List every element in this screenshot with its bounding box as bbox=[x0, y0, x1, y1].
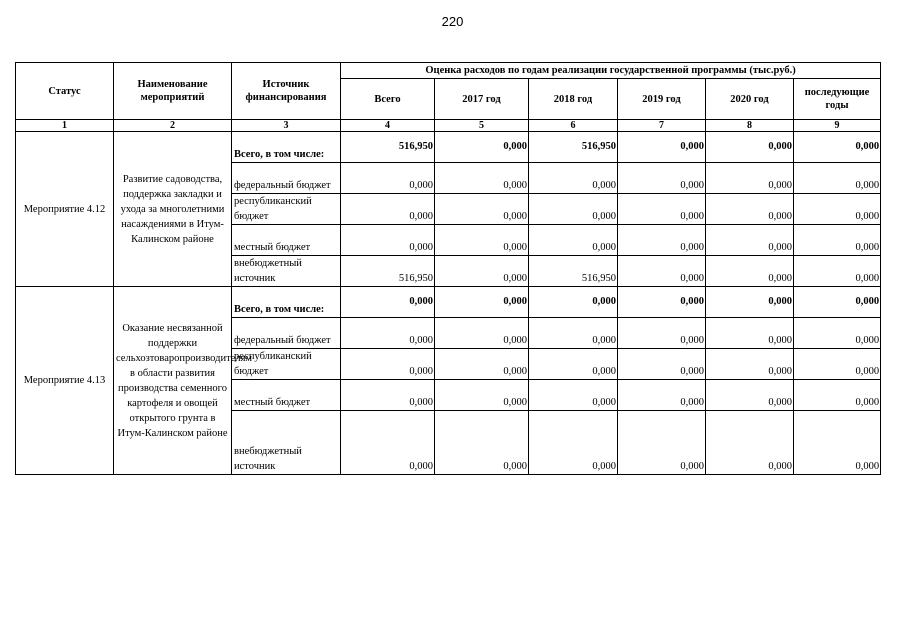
value-cell: 0,000 bbox=[706, 318, 794, 349]
page-number: 220 bbox=[441, 14, 464, 29]
value-cell: 0,000 bbox=[618, 256, 706, 287]
value-cell: 0,000 bbox=[435, 349, 529, 380]
value-cell: 0,000 bbox=[706, 163, 794, 194]
value-cell: 0,000 bbox=[618, 163, 706, 194]
value-cell: 0,000 bbox=[435, 225, 529, 256]
value-cell: 0,000 bbox=[706, 132, 794, 163]
value-cell: 0,000 bbox=[435, 318, 529, 349]
column-number: 9 bbox=[794, 120, 881, 132]
value-cell: 516,950 bbox=[341, 132, 435, 163]
event-4-12-group bbox=[16, 132, 881, 287]
funding-source-cell: федеральный бюджет bbox=[232, 318, 341, 349]
value-cell: 0,000 bbox=[618, 380, 706, 411]
funding-source-cell: местный бюджет bbox=[232, 225, 341, 256]
value-cell: 0,000 bbox=[706, 256, 794, 287]
value-cell: 0,000 bbox=[794, 256, 881, 287]
funding-source-cell: республиканский бюджет bbox=[232, 349, 341, 380]
value-cell: 0,000 bbox=[341, 225, 435, 256]
column-number: 4 bbox=[341, 120, 435, 132]
column-number: 3 bbox=[232, 120, 341, 132]
value-cell: 0,000 bbox=[794, 287, 881, 318]
value-cell: 0,000 bbox=[529, 411, 618, 475]
header-status: Статус bbox=[16, 63, 114, 120]
value-cell: 0,000 bbox=[618, 349, 706, 380]
value-cell: 0,000 bbox=[706, 194, 794, 225]
value-cell: 0,000 bbox=[341, 163, 435, 194]
value-cell: 0,000 bbox=[706, 225, 794, 256]
event-status: Мероприятие 4.13 bbox=[16, 287, 114, 475]
value-cell: 0,000 bbox=[341, 318, 435, 349]
value-cell: 0,000 bbox=[341, 194, 435, 225]
event-name: Развитие садоводства, поддержка закладки и ухода за многолетними насаждениями в Итум-Калинском районе bbox=[114, 132, 232, 287]
value-cell: 0,000 bbox=[529, 287, 618, 318]
header-estimate-caption: Оценка расходов по годам реализации государственной программы (тыс.руб.) bbox=[341, 63, 881, 79]
event-status: Мероприятие 4.12 bbox=[16, 132, 114, 287]
funding-source-cell: республиканский бюджет bbox=[232, 194, 341, 225]
value-cell: 0,000 bbox=[794, 349, 881, 380]
table-row bbox=[16, 287, 881, 318]
event-name: Оказание несвязанной поддержки сельхозтоваропроизводителям в области развития производства семенного картофеля и овощей открытого грунта в Итум-Калинском районе bbox=[114, 287, 232, 475]
header-total: Всего bbox=[341, 79, 435, 120]
header-funding-source: Источник финансирования bbox=[232, 63, 341, 120]
value-cell: 0,000 bbox=[341, 411, 435, 475]
column-number: 1 bbox=[16, 120, 114, 132]
value-cell: 516,950 bbox=[529, 132, 618, 163]
column-number: 7 bbox=[618, 120, 706, 132]
budget-table bbox=[15, 62, 881, 475]
value-cell: 0,000 bbox=[794, 132, 881, 163]
column-numbers-row bbox=[16, 120, 881, 132]
value-cell: 0,000 bbox=[794, 380, 881, 411]
value-cell: 0,000 bbox=[529, 349, 618, 380]
value-cell: 0,000 bbox=[706, 349, 794, 380]
event-4-13-group bbox=[16, 287, 881, 475]
value-cell: 0,000 bbox=[529, 194, 618, 225]
header-later-years: последующие годы bbox=[794, 79, 881, 120]
value-cell: 0,000 bbox=[794, 225, 881, 256]
value-cell: 0,000 bbox=[529, 163, 618, 194]
header-2018: 2018 год bbox=[529, 79, 618, 120]
value-cell: 0,000 bbox=[618, 411, 706, 475]
header-2017: 2017 год bbox=[435, 79, 529, 120]
funding-source-cell: внебюджетный источник bbox=[232, 256, 341, 287]
value-cell: 0,000 bbox=[706, 287, 794, 318]
value-cell: 0,000 bbox=[529, 225, 618, 256]
table-row bbox=[16, 132, 881, 163]
value-cell: 0,000 bbox=[435, 194, 529, 225]
value-cell: 0,000 bbox=[706, 411, 794, 475]
value-cell: 0,000 bbox=[794, 163, 881, 194]
value-cell: 0,000 bbox=[341, 380, 435, 411]
value-cell: 0,000 bbox=[435, 380, 529, 411]
value-cell: 0,000 bbox=[529, 318, 618, 349]
value-cell: 0,000 bbox=[435, 163, 529, 194]
value-cell: 0,000 bbox=[435, 132, 529, 163]
table-header bbox=[16, 63, 881, 132]
funding-source-cell: местный бюджет bbox=[232, 380, 341, 411]
column-number: 6 bbox=[529, 120, 618, 132]
value-cell: 516,950 bbox=[529, 256, 618, 287]
value-cell: 0,000 bbox=[794, 411, 881, 475]
header-2020: 2020 год bbox=[706, 79, 794, 120]
funding-source-cell: Всего, в том числе: bbox=[232, 132, 341, 163]
funding-source-cell: федеральный бюджет bbox=[232, 163, 341, 194]
value-cell: 0,000 bbox=[529, 380, 618, 411]
header-2019: 2019 год bbox=[618, 79, 706, 120]
funding-source-cell: Всего, в том числе: bbox=[232, 287, 341, 318]
value-cell: 0,000 bbox=[618, 287, 706, 318]
column-number: 5 bbox=[435, 120, 529, 132]
value-cell: 0,000 bbox=[794, 194, 881, 225]
value-cell: 0,000 bbox=[618, 318, 706, 349]
value-cell: 0,000 bbox=[618, 132, 706, 163]
funding-source-cell: внебюджетный источник bbox=[232, 411, 341, 475]
value-cell: 0,000 bbox=[341, 349, 435, 380]
value-cell: 0,000 bbox=[341, 287, 435, 318]
column-number: 8 bbox=[706, 120, 794, 132]
column-number: 2 bbox=[114, 120, 232, 132]
value-cell: 0,000 bbox=[706, 380, 794, 411]
value-cell: 0,000 bbox=[435, 411, 529, 475]
value-cell: 0,000 bbox=[618, 194, 706, 225]
header-event-name: Наименование мероприятий bbox=[114, 63, 232, 120]
value-cell: 0,000 bbox=[618, 225, 706, 256]
value-cell: 0,000 bbox=[435, 256, 529, 287]
value-cell: 0,000 bbox=[794, 318, 881, 349]
value-cell: 516,950 bbox=[341, 256, 435, 287]
value-cell: 0,000 bbox=[435, 287, 529, 318]
